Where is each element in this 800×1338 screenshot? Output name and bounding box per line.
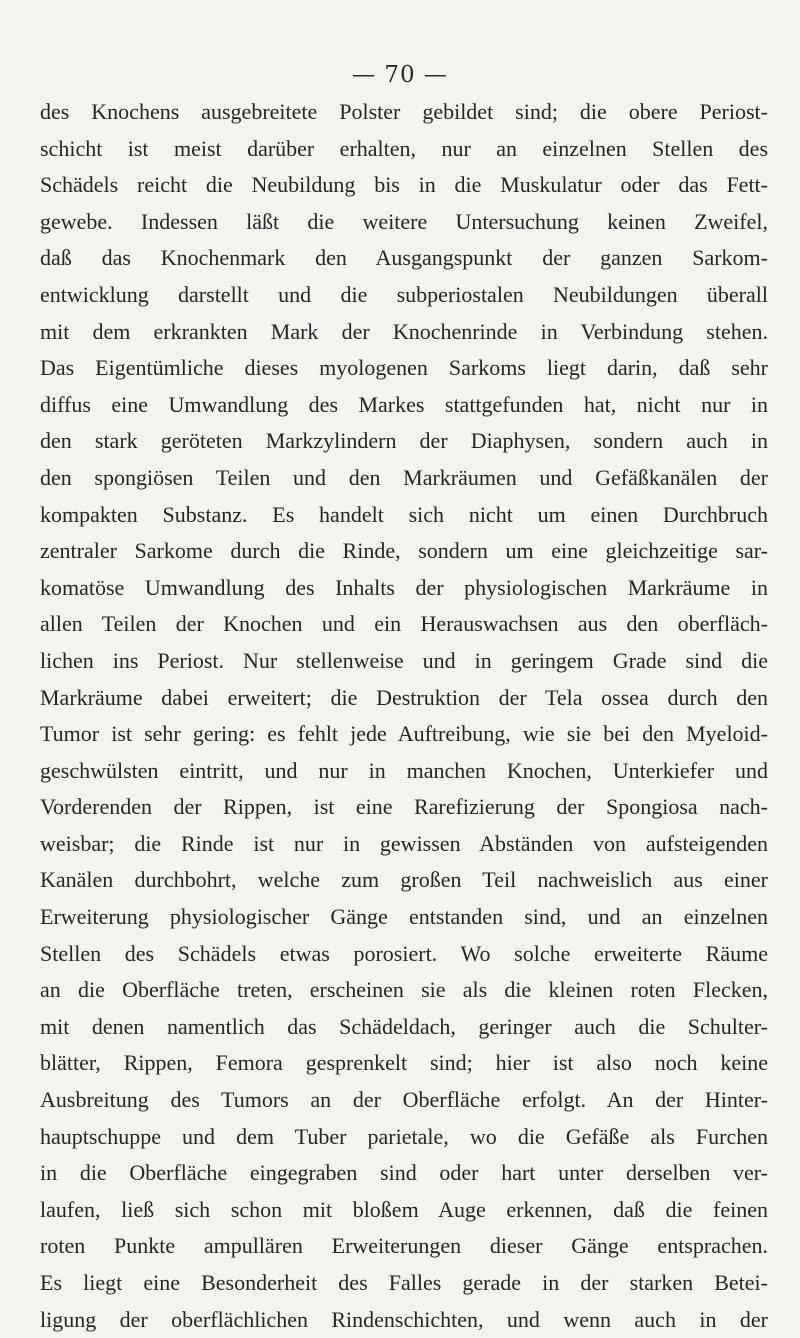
text-line: Erweiterung physiologischer Gänge entstanden sind, und an einzelnen: [40, 904, 768, 930]
text-line: an die Oberfläche treten, erscheinen sie als die kleinen roten Flecken,: [40, 977, 768, 1003]
text-line: den stark geröteten Markzylindern der Diaphysen, sondern auch in: [40, 428, 768, 454]
text-line: Schädels reicht die Neubildung bis in die Muskulatur oder das Fett-: [40, 172, 768, 198]
text-line: Kanälen durchbohrt, welche zum großen Teil nachweislich aus einer: [40, 867, 768, 893]
text-line: entwicklung darstellt und die subperiostalen Neubildungen überall: [40, 281, 768, 307]
page-number: — 70 —: [352, 62, 448, 88]
text-line: geschwülsten eintritt, und nur in manchen Knochen, Unterkiefer und: [40, 757, 768, 783]
text-line: zentraler Sarkome durch die Rinde, sondern um eine gleichzeitige sar-: [40, 538, 768, 564]
text-line: mit dem erkrankten Mark der Knochenrinde in Verbindung stehen.: [40, 318, 768, 344]
text-line: Das Eigentümliche dieses myologenen Sarkoms liegt darin, daß sehr: [40, 355, 768, 381]
text-line: Vorderenden der Rippen, ist eine Rarefizierung der Spongiosa nach-: [40, 794, 768, 820]
text-line: hauptschuppe und dem Tuber parietale, wo die Gefäße als Furchen: [40, 1123, 768, 1149]
text-line: daß das Knochenmark den Ausgangspunkt der ganzen Sarkom-: [40, 245, 768, 271]
text-line: des Knochens ausgebreitete Polster gebildet sind; die obere Periost-: [40, 99, 768, 124]
text-line: blätter, Rippen, Femora gesprenkelt sind; hier ist also noch keine: [40, 1050, 768, 1076]
text-line: komatöse Umwandlung des Inhalts der physiologischen Markräume in: [40, 574, 768, 600]
text-line: laufen, ließ sich schon mit bloßem Auge erkennen, daß die feinen: [40, 1196, 768, 1222]
text-line: weisbar; die Rinde ist nur in gewissen Abständen von aufsteigenden: [40, 830, 768, 856]
text-line: den spongiösen Teilen und den Markräumen und Gefäßkanälen der: [40, 464, 768, 490]
text-line: gewebe. Indessen läßt die weitere Untersuchung keinen Zweifel,: [40, 208, 768, 234]
text-line: Tumor ist sehr gering: es fehlt jede Auftreibung, wie sie bei den Myeloid-: [40, 721, 768, 747]
text-line: mit denen namentlich das Schädeldach, geringer auch die Schulter-: [40, 1013, 768, 1039]
text-line: Es liegt eine Besonderheit des Falles gerade in der starken Betei-: [40, 1270, 768, 1295]
text-line: ligung der oberflächlichen Rindenschichten, und wenn auch in der: [40, 1306, 768, 1332]
text-line: roten Punkte ampullären Erweiterungen dieser Gänge entsprachen.: [40, 1233, 768, 1259]
text-line: Ausbreitung des Tumors an der Oberfläche erfolgt. An der Hinter-: [40, 1087, 768, 1113]
text-line: Markräume dabei erweitert; die Destruktion der Tela ossea durch den: [40, 684, 768, 710]
text-line: allen Teilen der Knochen und ein Herauswachsen aus den oberfläch-: [40, 611, 768, 637]
text-line: kompakten Substanz. Es handelt sich nicht um einen Durchbruch: [40, 501, 768, 527]
text-line: schicht ist meist darüber erhalten, nur an einzelnen Stellen des: [40, 135, 768, 161]
text-line: Stellen des Schädels etwas porosiert. Wo solche erweiterte Räume: [40, 940, 768, 966]
body-text: [40, 94, 768, 1338]
text-line: lichen ins Periost. Nur stellenweise und in geringem Grade sind die: [40, 647, 768, 673]
text-line: in die Oberfläche eingegraben sind oder hart unter derselben ver-: [40, 1160, 768, 1186]
text-line: diffus eine Umwandlung des Markes stattgefunden hat, nicht nur in: [40, 391, 768, 417]
